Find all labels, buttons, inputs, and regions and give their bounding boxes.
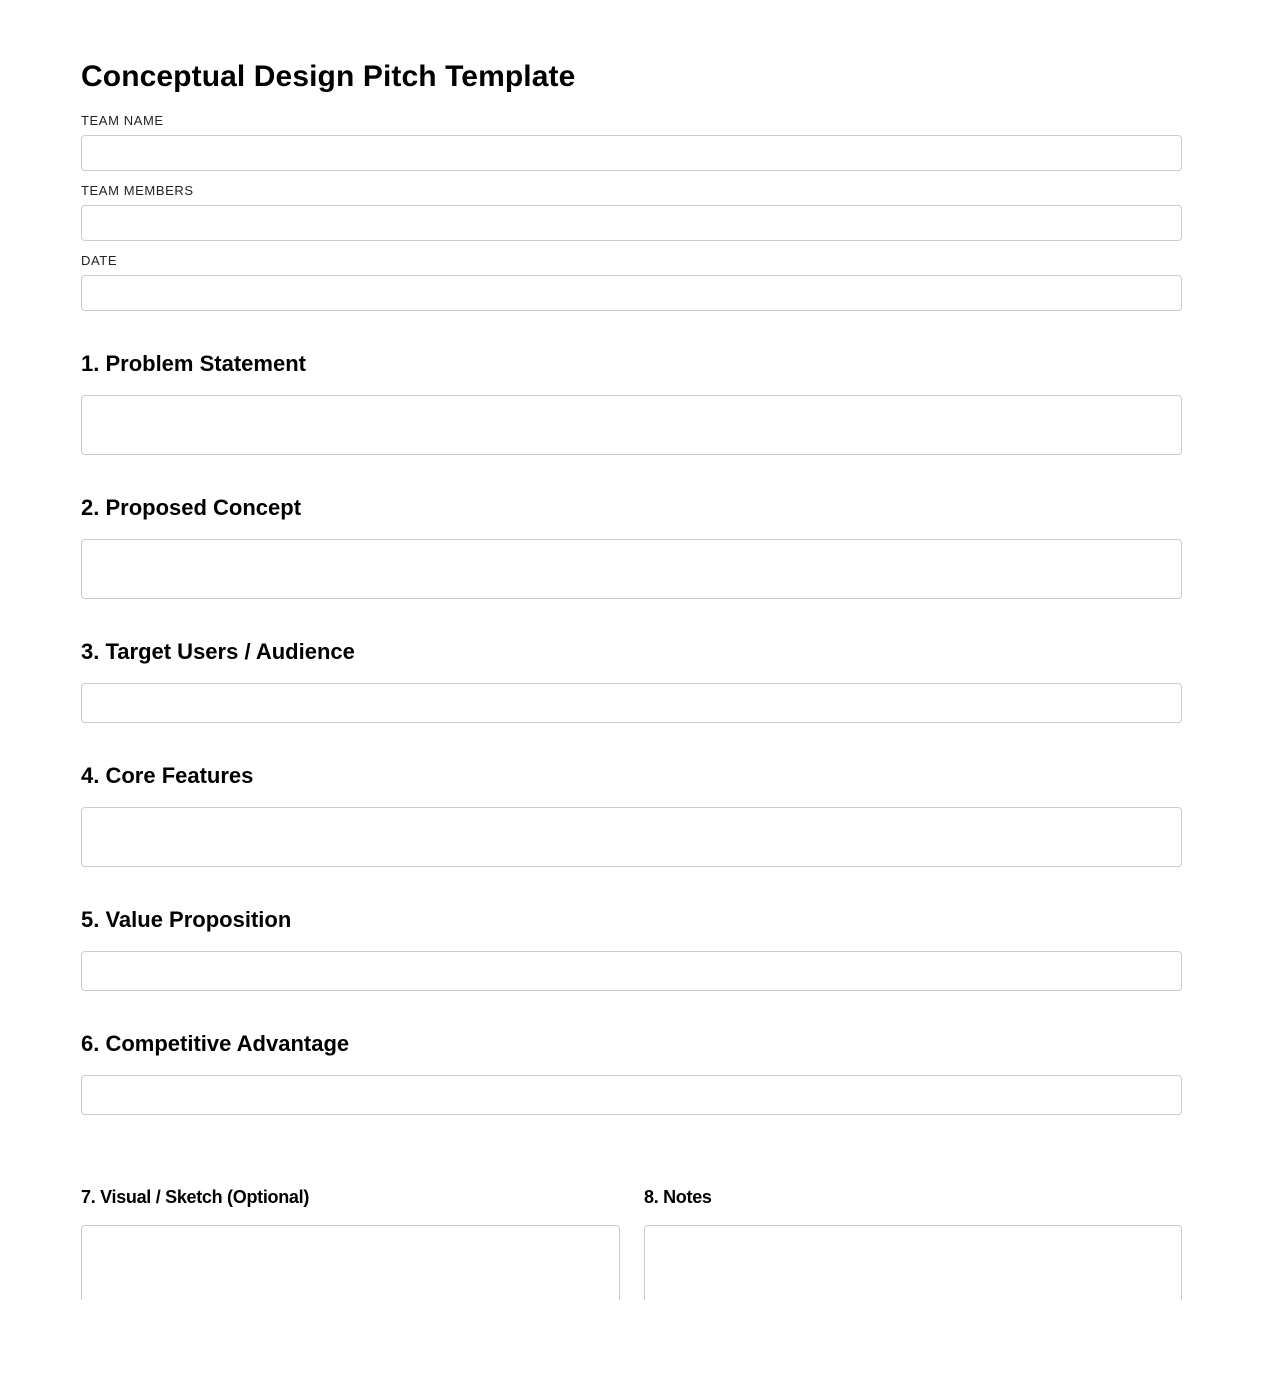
visual-sketch-heading: 7. Visual / Sketch (Optional) bbox=[81, 1187, 310, 1207]
team-name-input[interactable] bbox=[81, 135, 1182, 171]
page-title: Conceptual Design Pitch Template bbox=[81, 60, 576, 93]
proposed-concept-textarea[interactable] bbox=[81, 539, 1182, 599]
team-members-input[interactable] bbox=[81, 205, 1182, 241]
team-members-label: TEAM MEMBERS bbox=[81, 183, 194, 198]
date-input[interactable] bbox=[81, 275, 1182, 311]
target-users-input[interactable] bbox=[81, 683, 1182, 723]
core-features-heading: 4. Core Features bbox=[81, 763, 254, 788]
visual-sketch-box[interactable] bbox=[81, 1225, 620, 1300]
competitive-advantage-input[interactable] bbox=[81, 1075, 1182, 1115]
problem-statement-textarea[interactable] bbox=[81, 395, 1182, 455]
competitive-advantage-heading: 6. Competitive Advantage bbox=[81, 1031, 350, 1056]
date-label: DATE bbox=[81, 253, 118, 268]
pitch-template-page bbox=[81, 0, 1182, 1300]
team-name-label: TEAM NAME bbox=[81, 113, 164, 128]
notes-box[interactable] bbox=[644, 1225, 1182, 1300]
proposed-concept-heading: 2. Proposed Concept bbox=[81, 495, 302, 520]
value-proposition-input[interactable] bbox=[81, 951, 1182, 991]
value-proposition-heading: 5. Value Proposition bbox=[81, 907, 292, 932]
notes-heading: 8. Notes bbox=[644, 1187, 712, 1207]
problem-statement-heading: 1. Problem Statement bbox=[81, 351, 306, 376]
core-features-textarea[interactable] bbox=[81, 807, 1182, 867]
target-users-heading: 3. Target Users / Audience bbox=[81, 639, 355, 664]
